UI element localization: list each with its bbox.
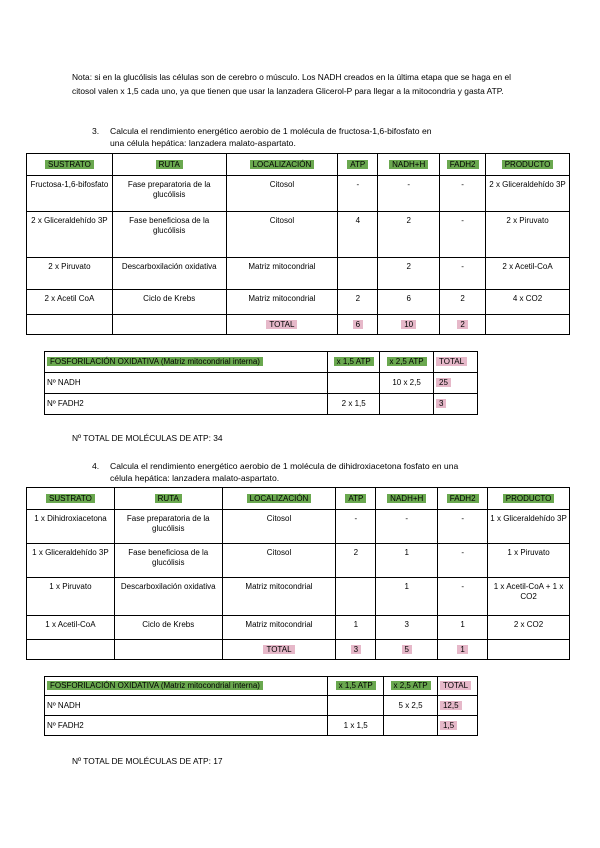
header-producto: PRODUCTO (503, 494, 555, 503)
cell: Fase beneficiosa de la glucólisis (114, 544, 222, 578)
total-nadh: 5 (402, 645, 412, 654)
total-atp-line: Nº TOTAL DE MOLÉCULAS DE ATP: 17 (72, 756, 223, 766)
total-label: TOTAL (263, 645, 294, 654)
cell: - (438, 578, 488, 616)
cell: - (440, 258, 486, 290)
cell: 1 x Acetil-CoA + 1 x CO2 (488, 578, 570, 616)
question-number: 3. (92, 126, 100, 136)
cell: 4 (338, 212, 378, 258)
cell: Matriz mitocondrial (222, 578, 336, 616)
header-fadh2: FADH2 (447, 494, 479, 503)
table-header-row (45, 677, 478, 696)
metabolism-table-q3 (26, 153, 570, 335)
cell (384, 716, 438, 736)
header-x25: x 2,5 ATP (387, 357, 427, 366)
cell: - (438, 544, 488, 578)
cell: 1 x Gliceraldehído 3P (27, 544, 115, 578)
cell: Nº NADH (45, 373, 328, 394)
header-x15: x 1,5 ATP (334, 357, 374, 366)
cell: Citosol (226, 212, 338, 258)
totals-row (27, 640, 570, 660)
total-value: 25 (436, 378, 451, 387)
header-ruta: RUTA (156, 160, 183, 169)
cell (328, 696, 384, 716)
header-x25: x 2,5 ATP (391, 681, 431, 690)
cell: 1 (438, 616, 488, 640)
cell: 1 x Piruvato (488, 544, 570, 578)
oxidative-phosphorylation-table-q3 (44, 351, 478, 415)
header-total: TOTAL (436, 357, 467, 366)
table-row (45, 394, 478, 415)
cell: 2 x 1,5 (328, 394, 380, 415)
cell: 2 x Piruvato (27, 258, 113, 290)
cell: Fructosa-1,6-bifosfato (27, 176, 113, 212)
header-atp: ATP (347, 160, 368, 169)
cell: 4 x CO2 (486, 290, 570, 315)
cell: 6 (378, 290, 440, 315)
cell: - (438, 510, 488, 544)
table-row (27, 258, 570, 290)
total-value: 1,5 (440, 721, 457, 730)
table-row (45, 716, 478, 736)
cell (488, 640, 570, 660)
header-fosforilacion: FOSFORILACIÓN OXIDATIVA (Matriz mitocondrial interna) (47, 357, 263, 366)
cell: 5 x 2,5 (384, 696, 438, 716)
total-value: 3 (436, 399, 446, 408)
totals-row (27, 315, 570, 335)
cell: 2 x Gliceraldehído 3P (486, 176, 570, 212)
cell (336, 578, 376, 616)
cell: 10 x 2,5 (380, 373, 434, 394)
cell: 2 (440, 290, 486, 315)
cell: 1 (336, 616, 376, 640)
cell: 2 x Acetil CoA (27, 290, 113, 315)
cell: 2 (338, 290, 378, 315)
table-header-row (27, 488, 570, 510)
table-row (27, 176, 570, 212)
question-3-title (92, 125, 532, 149)
cell: Descarboxilación oxidativa (114, 578, 222, 616)
table-row (27, 510, 570, 544)
question-text-line1: Calcula el rendimiento energético aerobio de 1 molécula de dihidroxiacetona fosfato en una (110, 461, 459, 471)
total-label: TOTAL (266, 320, 297, 329)
cell (27, 315, 113, 335)
cell (114, 640, 222, 660)
header-fadh2: FADH2 (447, 160, 479, 169)
header-fosforilacion: FOSFORILACIÓN OXIDATIVA (Matriz mitocondrial interna) (47, 681, 263, 690)
cell: 2 (378, 258, 440, 290)
table-row (27, 212, 570, 258)
question-text-line2: una célula hepática: lanzadera malato-aspartato. (110, 138, 296, 148)
question-text-line1: Calcula el rendimiento energético aerobio de 1 molécula de fructosa-1,6-bifosfato en (110, 126, 432, 136)
total-atp: 3 (351, 645, 361, 654)
cell: 2 x Acetil-CoA (486, 258, 570, 290)
cell: Citosol (222, 544, 336, 578)
cell: 1 x 1,5 (328, 716, 384, 736)
cell: Fase preparatoria de la glucólisis (112, 176, 226, 212)
header-nadh: NADH+H (389, 160, 428, 169)
cell (486, 315, 570, 335)
table-header-row (45, 352, 478, 373)
header-sustrato: SUSTRATO (46, 494, 95, 503)
cell (27, 640, 115, 660)
table-row (45, 696, 478, 716)
cell: Fase preparatoria de la glucólisis (114, 510, 222, 544)
cell: 2 x CO2 (488, 616, 570, 640)
header-x15: x 1,5 ATP (336, 681, 376, 690)
table-header-row (27, 154, 570, 176)
cell: 1 (376, 544, 438, 578)
table-row (27, 290, 570, 315)
cell: - (440, 176, 486, 212)
cell: Nº FADH2 (45, 394, 328, 415)
table-row (27, 616, 570, 640)
table-row (27, 544, 570, 578)
table-row (45, 373, 478, 394)
cell: Nº NADH (45, 696, 328, 716)
cell: Nº FADH2 (45, 716, 328, 736)
table-row (27, 578, 570, 616)
total-fadh2: 2 (457, 320, 467, 329)
header-localizacion: LOCALIZACIÓN (250, 160, 315, 169)
cell: Citosol (226, 176, 338, 212)
cell: Citosol (222, 510, 336, 544)
cell: 1 x Gliceraldehído 3P (488, 510, 570, 544)
question-4-title (92, 460, 532, 484)
total-atp-line: Nº TOTAL DE MOLÉCULAS DE ATP: 34 (72, 433, 223, 443)
cell: 2 (336, 544, 376, 578)
cell: 3 (376, 616, 438, 640)
cell: 1 x Acetil-CoA (27, 616, 115, 640)
oxidative-phosphorylation-table-q4 (44, 676, 478, 736)
cell: - (440, 212, 486, 258)
cell: Ciclo de Krebs (114, 616, 222, 640)
cell: 1 x Dihidroxiacetona (27, 510, 115, 544)
note-paragraph: Nota: si en la glucólisis las células son de cerebro o músculo. Los NADH creados en la última etapa que se haga en el citosol valen x 1,5 cada uno, ya que tienen que usar la lanzadera Glicerol-P para llegar a la mitocondria y gasta ATP. (72, 72, 512, 96)
header-ruta: RUTA (155, 494, 182, 503)
cell: - (378, 176, 440, 212)
cell: Matriz mitocondrial (222, 616, 336, 640)
header-producto: PRODUCTO (502, 160, 554, 169)
header-localizacion: LOCALIZACIÓN (247, 494, 312, 503)
metabolism-table-q4 (26, 487, 570, 660)
cell: 2 (378, 212, 440, 258)
total-atp: 6 (353, 320, 363, 329)
cell: Ciclo de Krebs (112, 290, 226, 315)
total-fadh2: 1 (457, 645, 467, 654)
cell (338, 258, 378, 290)
cell (380, 394, 434, 415)
header-sustrato: SUSTRATO (45, 160, 94, 169)
cell: - (336, 510, 376, 544)
cell: - (376, 510, 438, 544)
cell: - (338, 176, 378, 212)
header-total: TOTAL (440, 681, 471, 690)
header-nadh: NADH+H (387, 494, 426, 503)
cell: Descarboxilación oxidativa (112, 258, 226, 290)
cell: 2 x Piruvato (486, 212, 570, 258)
cell: Matriz mitocondrial (226, 258, 338, 290)
cell (112, 315, 226, 335)
cell: Matriz mitocondrial (226, 290, 338, 315)
cell (328, 373, 380, 394)
question-number: 4. (92, 461, 100, 471)
cell: 1 (376, 578, 438, 616)
total-value: 12,5 (440, 701, 462, 710)
total-nadh: 10 (401, 320, 416, 329)
cell: 1 x Piruvato (27, 578, 115, 616)
cell: 2 x Gliceraldehído 3P (27, 212, 113, 258)
question-text-line2: célula hepática: lanzadera malato-aspartato. (110, 473, 280, 483)
header-atp: ATP (345, 494, 366, 503)
cell: Fase beneficiosa de la glucólisis (112, 212, 226, 258)
